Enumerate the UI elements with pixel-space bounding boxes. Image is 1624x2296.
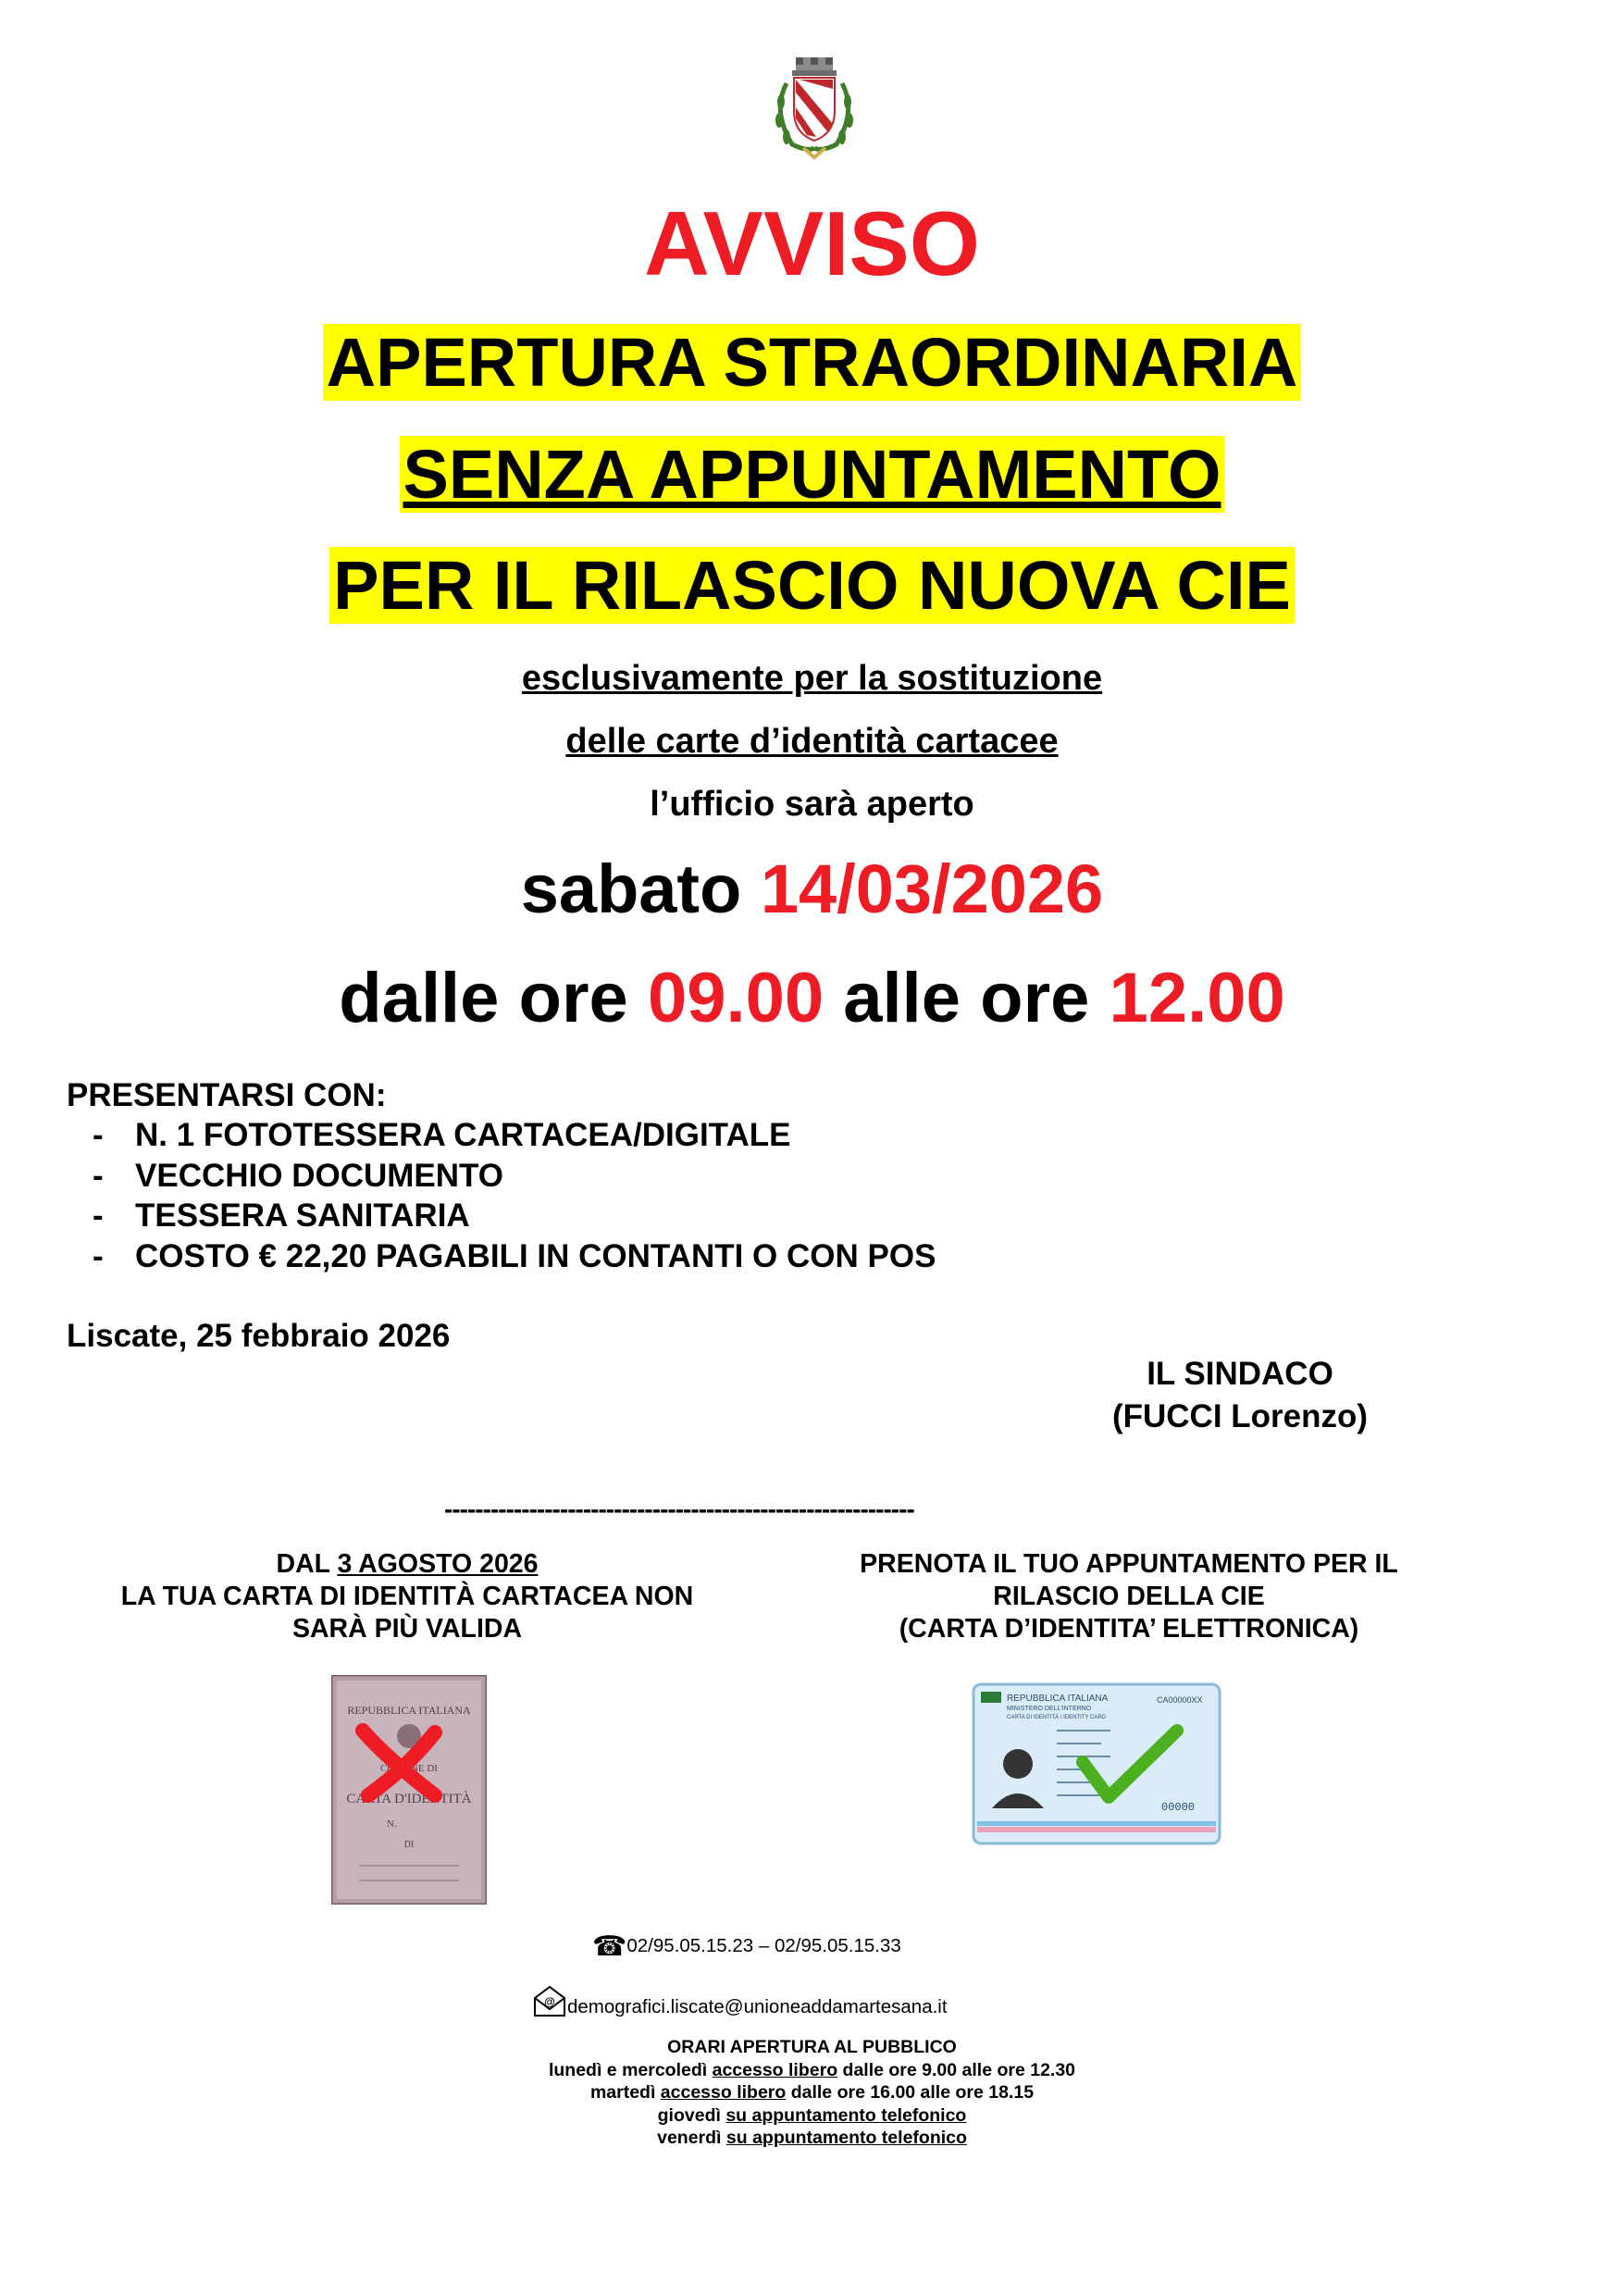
hours-mon-wed-mode: accesso libero: [712, 2059, 838, 2080]
from-label: dalle ore: [339, 959, 628, 1037]
phone-icon: ☎: [592, 1931, 627, 1962]
notice-title: AVVISO: [643, 192, 981, 294]
hours-thu-mode: su appuntamento telefonico: [725, 2104, 967, 2126]
from-time: 09.00: [647, 959, 824, 1037]
subtitle-line-1: esclusivamente per la sostituzione: [521, 659, 1103, 698]
cie-code: CA00000XX: [1157, 1695, 1203, 1705]
old-card-di: DI: [403, 1840, 415, 1850]
requirements-list: [93, 1115, 936, 1276]
requirement-text: COSTO € 22,20 PAGABILI IN CONTANTI O CON POS: [135, 1237, 936, 1274]
opening-date-line: [0, 850, 1624, 929]
headline-line-3-wrap: [0, 546, 1624, 626]
hours-thu: [0, 2104, 1624, 2128]
cie-header: REPUBBLICA ITALIANA: [1007, 1694, 1109, 1704]
signature-role: IL SINDACO: [1147, 1356, 1333, 1392]
hours-fri: [0, 2127, 1624, 2150]
hours-tue: [0, 2081, 1624, 2104]
headline-line-1: APERTURA STRAORDINARIA: [323, 324, 1302, 401]
email-icon: [532, 1985, 567, 2018]
to-label: alle ore: [843, 959, 1090, 1037]
electronic-id-card-checked-icon: [972, 1682, 1221, 1845]
subtitle-line-2-wrap: [0, 720, 1624, 763]
email-address[interactable]: demografici.liscate@unioneaddamartesana.it: [567, 1996, 948, 2017]
subtitle-line-1-wrap: [0, 657, 1624, 700]
requirement-text: N. 1 FOTOTESSERA CARTACEA/DIGITALE: [135, 1117, 791, 1153]
headline-line-2-wrap: [0, 435, 1624, 515]
cie-booking-notice: [763, 1548, 1494, 1645]
hours-thu-days: giovedì: [657, 2104, 726, 2126]
requirements-heading: PRESENTARSI CON:: [67, 1077, 387, 1113]
headline-line-3: PER IL RILASCIO NUOVA CIE: [329, 547, 1295, 624]
booking-line-2: RILASCIO DELLA CIE: [993, 1582, 1265, 1611]
signature-block: [1092, 1353, 1388, 1438]
expiry-prefix: DAL: [276, 1549, 338, 1579]
opening-hours-block: [0, 2036, 1624, 2150]
old-card-header: REPUBBLICA ITALIANA: [347, 1704, 471, 1717]
opening-date: 14/03/2026: [760, 850, 1104, 927]
to-time: 12.00: [1109, 959, 1285, 1037]
requirement-text: VECCHIO DOCUMENTO: [135, 1157, 503, 1194]
subtitle-line-2: delle carte d’identità cartacee: [565, 722, 1059, 761]
headline-line-2: SENZA APPUNTAMENTO: [400, 436, 1225, 513]
booking-line-3: (CARTA D’IDENTITA’ ELETTRONICA): [899, 1614, 1359, 1644]
old-card-title: CARTA D'IDENTITÀ: [346, 1792, 472, 1806]
hours-mon-wed-time: dalle ore 9.00 alle ore 12.30: [837, 2059, 1076, 2080]
day-label: sabato: [520, 850, 742, 927]
requirement-text: TESSERA SANITARIA: [135, 1198, 470, 1234]
phone-numbers: 02/95.05.15.23 – 02/95.05.15.33: [626, 1935, 901, 1956]
email-row: [532, 1985, 948, 2019]
requirement-item: - N. 1 FOTOTESSERA CARTACEA/DIGITALE: [93, 1117, 791, 1153]
requirement-item: - TESSERA SANITARIA: [93, 1198, 470, 1234]
hours-fri-days: venerdì: [657, 2128, 726, 2148]
signature-name: (FUCCI Lorenzo): [1111, 1398, 1369, 1434]
requirement-item: - VECCHIO DOCUMENTO: [93, 1157, 503, 1194]
paper-id-card-crossed-icon: [331, 1675, 487, 1905]
booking-line-1: PRENOTA IL TUO APPUNTAMENTO PER IL: [860, 1549, 1398, 1579]
expiry-text: LA TUA CARTA DI IDENTITÀ CARTACEA NON SARÀ PIÙ VALIDA: [120, 1582, 694, 1644]
opening-hours-line: [0, 958, 1624, 1039]
hours-tue-mode: accesso libero: [660, 2082, 787, 2103]
hours-tue-days: martedì: [589, 2082, 661, 2103]
old-card-number: N.: [387, 1818, 397, 1830]
hours-fri-mode: su appuntamento telefonico: [725, 2128, 967, 2148]
paper-id-expiry-notice: [56, 1548, 759, 1645]
old-card-comune: COMUNE DI: [379, 1763, 439, 1774]
expiry-date: 3 AGOSTO 2026: [337, 1549, 539, 1579]
municipal-crest-icon: [759, 56, 870, 165]
subtitle-line-3: l’ufficio sarà aperto: [650, 785, 974, 824]
phone-row: [592, 1931, 901, 1962]
cie-number: 00000: [1161, 1801, 1196, 1814]
cie-ministry: MINISTERO DELL'INTERNO: [1007, 1706, 1092, 1712]
separator-line: -------------------------------------------------------------: [444, 1495, 914, 1523]
headline-line-1-wrap: [0, 323, 1624, 403]
place-and-date: Liscate, 25 febbraio 2026: [67, 1318, 451, 1354]
opening-hours-title: ORARI APERTURA AL PUBBLICO: [667, 2037, 957, 2057]
svg-text:@: @: [544, 1995, 555, 2008]
hours-mon-wed: [0, 2059, 1624, 2082]
hours-mon-wed-days: lunedì e mercoledì: [548, 2059, 713, 2080]
hours-tue-time: dalle ore 16.00 alle ore 18.15: [786, 2082, 1035, 2103]
cie-type: CARTA DI IDENTITÀ / IDENTITY CARD: [1007, 1715, 1107, 1720]
requirement-item: - COSTO € 22,20 PAGABILI IN CONTANTI O CON POS: [93, 1237, 936, 1274]
